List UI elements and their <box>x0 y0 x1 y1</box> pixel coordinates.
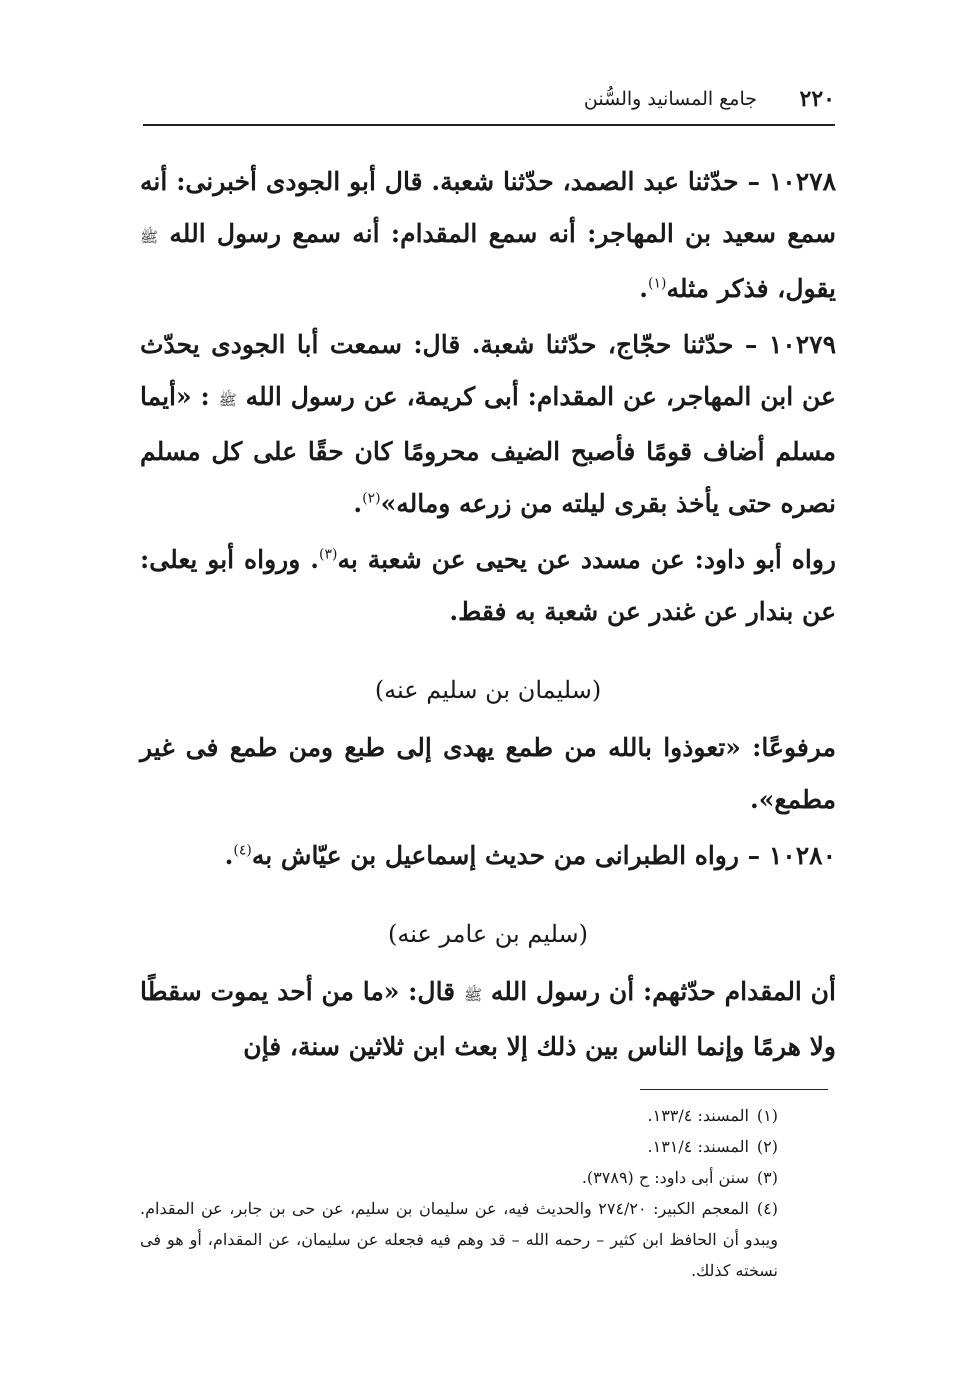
narration-text-continued: . ورواه أبو يعلى: عن بندار عن غندر عن شعبة به فقط. <box>140 545 836 626</box>
hadith-text-block <box>140 966 836 1073</box>
sentence-end: . <box>353 489 363 518</box>
hadith-text: – حدّثنا حجّاج، حدّثنا شعبة. قال: سمعت أبا الجودى يحدّث عن ابن المهاجر، عن المقدام: أبى كريمة، عن رسول الله <box>140 330 836 411</box>
footnote-text: المسند: ١٣١/٤. <box>647 1137 749 1156</box>
narration-note <box>140 534 836 638</box>
footnote-reference[interactable]: (١) <box>647 275 667 292</box>
footnote-number: (٢) <box>756 1137 778 1156</box>
hadith-10278 <box>140 156 836 315</box>
header-rule <box>143 124 835 126</box>
sentence-end: . <box>224 841 234 870</box>
sentence-end: . <box>639 274 648 303</box>
page-number: ٢٢٠ <box>799 86 835 112</box>
hadith-10279 <box>140 319 836 530</box>
pbuh-glyph: ﷺ <box>140 228 159 246</box>
hadith-text: – رواه الطبرانى من حديث إسماعيل بن عيّاش به <box>251 841 761 870</box>
footnote-text: المعجم الكبير: ٢٧٤/٢٠ والحديث فيه، عن سليمان بن سليم، عن حى بن جابر، عن المقدام. ويبدو أن الحافظ ابن كثير – رحمه الله – قد وهم فيه فجعله عن سليمان، عن المقدام، أو هو فى نسخته كذلك. <box>140 1199 778 1280</box>
hadith-10280 <box>140 830 836 882</box>
hadith-text: أن المقدام حدّثهم: أن رسول الله <box>490 977 836 1006</box>
hadith-text-continued: : «أيما مسلم أضاف قومًا فأصبح الضيف محرومًا كان حقًا على كل مسلم نصره حتى يأخذ بقرى ليلته من زرعه وماله» <box>140 382 836 518</box>
footnote-number: (١) <box>756 1106 778 1125</box>
running-title: جامع المسانيد والسُّنن <box>583 88 757 110</box>
footnotes <box>140 1100 836 1286</box>
hadith-text-continued: يقول، فذكر مثله <box>666 274 836 303</box>
footnote-number: (٤) <box>756 1199 778 1218</box>
footnote-rule <box>640 1089 828 1090</box>
hadith-number: ١٠٢٧٨ <box>768 167 836 196</box>
page-header <box>145 84 835 120</box>
footnote-item <box>140 1131 836 1162</box>
section-heading: (سليمان بن سليم عنه) <box>374 676 602 704</box>
hadith-text: مرفوعًا: «تعوذوا بالله من طمع يهدى إلى طبع ومن طمع فى غير مطمع». <box>140 733 836 814</box>
footnote-text: سنن أبى داود: ح (٣٧٨٩). <box>581 1168 749 1187</box>
hadith-text-continued: قال: «ما من أحد يموت سقطًا ولا هرمًا وإنما الناس بين ذلك إلا بعث ابن ثلاثين سنة، فإن <box>140 977 836 1061</box>
footnote-item <box>140 1162 836 1193</box>
main-text <box>140 156 836 1073</box>
footnote-reference[interactable]: (٢) <box>362 490 381 507</box>
pbuh-glyph: ﷺ <box>218 391 237 409</box>
footnote-number: (٣) <box>756 1168 778 1187</box>
footnote-item <box>140 1193 836 1286</box>
footnote-reference[interactable]: (٤) <box>233 842 252 859</box>
footnote-reference[interactable]: (٣) <box>318 546 338 563</box>
hadith-number: ١٠٢٧٩ <box>768 330 836 359</box>
pbuh-glyph: ﷺ <box>463 986 483 1004</box>
footnote-text: المسند: ١٣٣/٤. <box>647 1106 749 1125</box>
hadith-number: ١٠٢٨٠ <box>768 841 836 870</box>
footnote-item <box>140 1100 836 1131</box>
hadith-text: – حدّثنا عبد الصمد، حدّثنا شعبة. قال أبو الجودى أخبرنى: أنه سمع سعيد بن المهاجر: أنه سمع المقدام: أنه سمع رسول الله <box>140 167 836 248</box>
narration-text: رواه أبو داود: عن مسدد عن يحيى عن شعبة به <box>337 545 836 574</box>
section-heading: (سليم بن عامر عنه) <box>388 920 588 948</box>
marfu-text <box>140 722 836 826</box>
